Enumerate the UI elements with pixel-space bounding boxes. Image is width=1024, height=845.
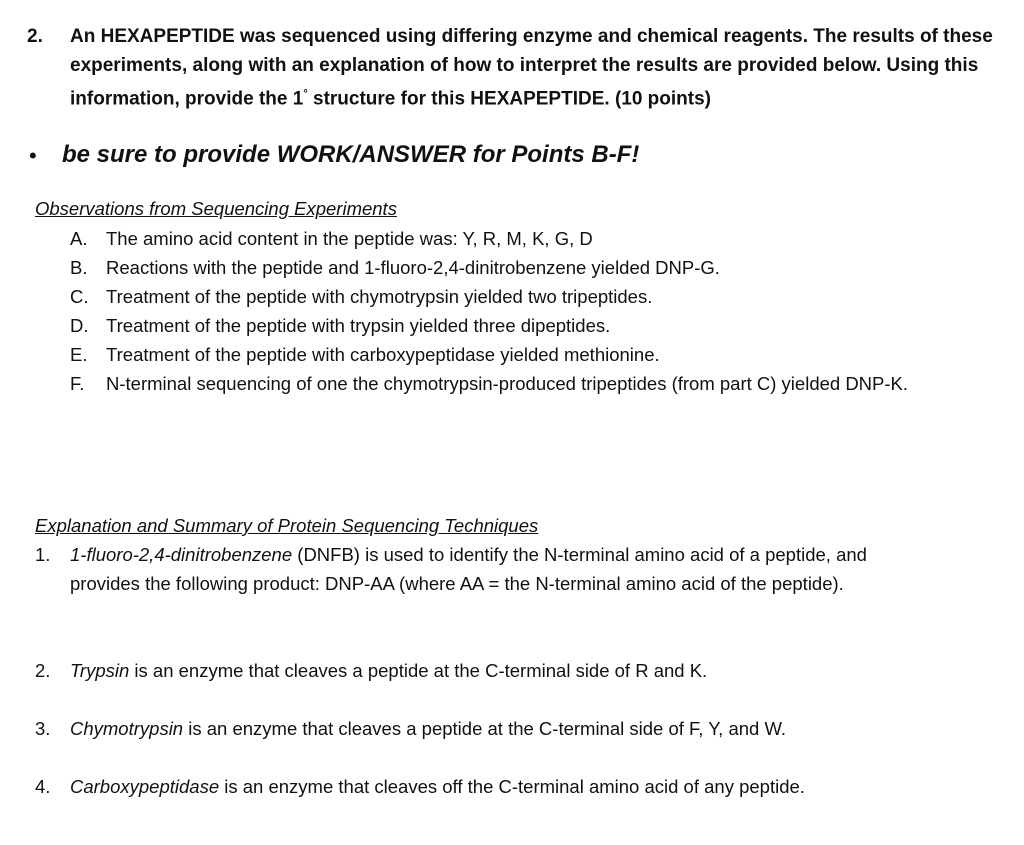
observation-letter: C. xyxy=(70,286,89,307)
explanation-number: 3. xyxy=(35,718,51,739)
observation-item-c xyxy=(70,282,950,311)
observation-letter: D. xyxy=(70,315,89,336)
observation-text: Treatment of the peptide with carboxypeptidase yielded methionine. xyxy=(106,344,660,365)
observation-item-e xyxy=(70,340,950,369)
explanation-description: is an enzyme that cleaves a peptide at the C-terminal side of F, Y, and W. xyxy=(183,718,787,739)
explanation-term: Chymotrypsin xyxy=(70,718,184,739)
observation-item-d xyxy=(70,311,950,340)
explanation-term: Trypsin xyxy=(70,660,130,681)
observation-letter: B. xyxy=(70,257,88,278)
explanation-number: 2. xyxy=(35,660,51,681)
observation-letter: F. xyxy=(70,373,85,394)
observation-text: Treatment of the peptide with chymotrypsin yielded two tripeptides. xyxy=(106,286,653,307)
observations-heading: Observations from Sequencing Experiments xyxy=(35,198,397,219)
explanation-term: 1-fluoro-2,4-dinitrobenzene xyxy=(70,544,293,565)
question-text-part2: structure for this HEXAPEPTIDE. (10 points) xyxy=(307,88,711,110)
observation-letter: A. xyxy=(70,228,88,249)
explanation-description: is an enzyme that cleaves off the C-terminal amino acid of any peptide. xyxy=(219,776,805,797)
explanation-text xyxy=(70,540,935,598)
observation-item-b xyxy=(70,253,950,282)
observation-text: The amino acid content in the peptide was: Y, R, M, K, G, D xyxy=(106,228,593,249)
explanation-number: 1. xyxy=(35,544,51,565)
observation-item-a xyxy=(70,224,950,253)
explanation-item-2 xyxy=(35,656,935,685)
question-number: 2. xyxy=(27,26,43,47)
explanation-text xyxy=(70,656,935,685)
explanation-description: is an enzyme that cleaves a peptide at the C-terminal side of R and K. xyxy=(129,660,708,681)
explanation-item-4 xyxy=(35,772,935,801)
explanation-heading: Explanation and Summary of Protein Sequencing Techniques xyxy=(35,515,539,536)
bullet-marker: • xyxy=(29,143,37,168)
explanation-description: (DNFB) is used to identify the N-terminal amino acid of a peptide, and provides the following product: DNP-AA (where AA = the N-terminal amino acid of the peptide). xyxy=(70,544,867,594)
question-text-part1: An HEXAPEPTIDE was sequenced using differing enzyme and chemical reagents. The results of these experiments, along with an explanation of how to interpret the results are provided below. Using this information, provide the 1 xyxy=(70,26,993,110)
explanation-number: 4. xyxy=(35,776,51,797)
explanation-item-3 xyxy=(35,714,935,743)
observations-list xyxy=(70,224,950,398)
question-text xyxy=(70,22,1010,113)
observation-text: Treatment of the peptide with trypsin yielded three dipeptides. xyxy=(106,315,611,336)
observation-letter: E. xyxy=(70,344,88,365)
explanation-term: Carboxypeptidase xyxy=(70,776,220,797)
degree-symbol: ° xyxy=(303,88,308,100)
observation-text: N-terminal sequencing of one the chymotrypsin-produced tripeptides (from part C) yielded DNP-K. xyxy=(106,373,909,394)
explanation-text xyxy=(70,772,935,801)
explanation-item-1 xyxy=(35,540,935,598)
observation-item-f xyxy=(70,369,950,398)
explanation-text xyxy=(70,714,935,743)
observation-text: Reactions with the peptide and 1-fluoro-2,4-dinitrobenzene yielded DNP-G. xyxy=(106,257,720,278)
work-reminder: be sure to provide WORK/ANSWER for Points B-F! xyxy=(62,141,640,168)
